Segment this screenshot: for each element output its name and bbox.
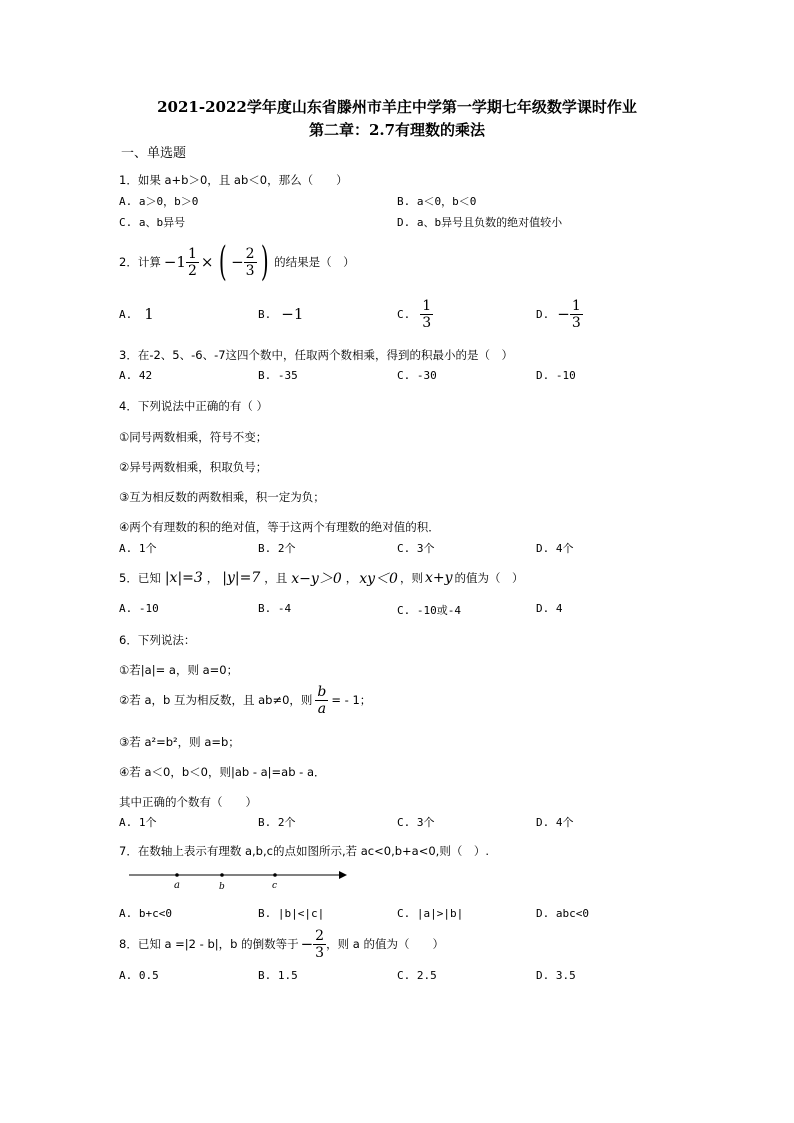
q5-prefix: 5．已知 bbox=[119, 571, 161, 585]
q2-option-b-value: −1 bbox=[281, 305, 304, 323]
q2-stem bbox=[119, 240, 355, 284]
q7-number-line bbox=[125, 864, 355, 892]
doc-title-line1: 2021-2022学年度山东省滕州市羊庄中学第一学期七年级数学课时作业 bbox=[157, 98, 637, 116]
q2-option-b[interactable] bbox=[258, 303, 303, 325]
q5-cond-diff: x−y＞0 bbox=[291, 571, 342, 587]
q7-option-a[interactable]: A. b+c<0 bbox=[119, 907, 172, 920]
q2-times: × bbox=[200, 253, 214, 271]
number-line-arrow bbox=[339, 871, 347, 879]
q7-option-b[interactable]: B. |b|<|c| bbox=[258, 907, 325, 920]
q5-cond-prod: xy＜0 bbox=[359, 571, 398, 587]
q2-option-d-den: 3 bbox=[571, 314, 581, 331]
q6-option-c[interactable]: C. 3个 bbox=[397, 816, 435, 829]
q6-fraction bbox=[315, 684, 328, 717]
q2-option-b-label: B. bbox=[258, 307, 272, 321]
q4-statement-4: ④两个有理数的积的绝对值，等于这两个有理数的绝对值的积． bbox=[119, 520, 440, 534]
q1-option-a[interactable]: A. a＞0，b＞0 bbox=[119, 195, 199, 208]
q6-statement-3: ③若 a²=b²，则 a=b； bbox=[119, 735, 240, 749]
q8-option-c[interactable]: C. 2.5 bbox=[397, 969, 437, 982]
q2-option-c-num: 1 bbox=[422, 297, 432, 314]
q4-option-b[interactable]: B. 2个 bbox=[258, 542, 296, 555]
q2-frac-num: 2 bbox=[245, 245, 255, 262]
q8-sign: − bbox=[300, 935, 314, 953]
q2-option-a-label: A. bbox=[119, 307, 133, 321]
q2-option-c[interactable] bbox=[397, 296, 433, 332]
point-a bbox=[175, 873, 179, 877]
q6-frac-den: a bbox=[317, 700, 327, 717]
q5-comma-2: ， bbox=[345, 571, 358, 585]
point-c bbox=[273, 873, 277, 877]
q5-mid: ，且 bbox=[264, 571, 288, 585]
q2-whole-den: 2 bbox=[187, 262, 197, 279]
q3-option-b[interactable]: B. -35 bbox=[258, 369, 298, 382]
q2-lead: −1 bbox=[163, 253, 186, 271]
q7-option-c[interactable]: C. |a|>|b| bbox=[397, 907, 464, 920]
q8-suffix: ，则 a 的值为（ ） bbox=[326, 937, 444, 951]
q4-option-d[interactable]: D. 4个 bbox=[536, 542, 574, 555]
q5-cond-x: |x|=3 bbox=[164, 570, 203, 586]
q2-frac-den: 3 bbox=[245, 262, 255, 279]
q2-option-d-num: 1 bbox=[571, 297, 581, 314]
q8-option-d[interactable]: D. 3.5 bbox=[536, 969, 576, 982]
q2-fraction bbox=[244, 246, 257, 279]
q4-stem: 4．下列说法中正确的有（ ） bbox=[119, 399, 268, 413]
q6-statement-4: ④若 a＜0，b＜0，则|ab - a|=ab - a． bbox=[119, 765, 326, 779]
q8-fraction bbox=[313, 928, 326, 961]
q3-option-a[interactable]: A. 42 bbox=[119, 369, 153, 382]
q6-statement-2-suffix: = - 1； bbox=[331, 693, 372, 707]
q2-neg: − bbox=[231, 253, 244, 271]
q5-mid2: ，则 bbox=[399, 571, 423, 585]
q6-option-d[interactable]: D. 4个 bbox=[536, 816, 574, 829]
q4-statement-1: ①同号两数相乘，符号不变； bbox=[119, 430, 268, 444]
q1-option-d[interactable]: D. a、b异号且负数的绝对值较小 bbox=[397, 216, 563, 229]
q2-option-d[interactable] bbox=[536, 296, 583, 332]
q5-stem bbox=[119, 568, 524, 588]
q7-option-d[interactable]: D. abc<0 bbox=[536, 907, 589, 920]
q2-option-d-label: D. bbox=[536, 307, 550, 321]
q5-cond-y: |y|=7 bbox=[222, 570, 261, 586]
q5-option-d[interactable]: D. 4 bbox=[536, 602, 563, 615]
q6-statement-2 bbox=[119, 682, 371, 718]
q5-comma-1: ， bbox=[206, 571, 219, 585]
q4-statement-3: ③互为相反数的两数相乘，积一定为负； bbox=[119, 490, 325, 504]
q2-option-a[interactable] bbox=[119, 303, 154, 325]
q7-stem: 7．在数轴上表示有理数 a,b,c的点如图所示,若 ac<0,b+a<0,则（ ）. bbox=[119, 844, 489, 858]
q8-prefix: 8．已知 a =|2 - b|，b 的倒数等于 bbox=[119, 937, 299, 951]
q4-option-a[interactable]: A. 1个 bbox=[119, 542, 157, 555]
q3-stem: 3．在-2、5、-6、-7这四个数中，任取两个数相乘，得到的积最小的是（ ） bbox=[119, 348, 514, 362]
q6-option-a[interactable]: A. 1个 bbox=[119, 816, 157, 829]
q2-left-paren: ( bbox=[219, 239, 228, 285]
q6-statement-1: ①若|a|= a，则 a=0； bbox=[119, 663, 239, 677]
q1-option-b[interactable]: B. a＜0，b＜0 bbox=[397, 195, 477, 208]
q5-option-c[interactable]: C. -10或-4 bbox=[397, 604, 461, 617]
q2-option-d-sign: − bbox=[557, 305, 570, 323]
q2-whole-num: 1 bbox=[187, 245, 197, 262]
q8-option-a[interactable]: A. 0.5 bbox=[119, 969, 159, 982]
q8-frac-den: 3 bbox=[315, 944, 325, 961]
q6-stem: 6．下列说法： bbox=[119, 633, 196, 647]
q5-expr-sum: x+y bbox=[424, 570, 453, 586]
q6-frac-num: b bbox=[317, 683, 327, 700]
q6-statement-2-prefix: ②若 a，b 互为相反数，且 ab≠0，则 bbox=[119, 693, 313, 707]
q3-option-d[interactable]: D. -10 bbox=[536, 369, 576, 382]
q1-stem: 1．如果 a+b＞0，且 ab＜0，那么（ ） bbox=[119, 173, 348, 187]
q5-option-b[interactable]: B. -4 bbox=[258, 602, 292, 615]
q2-option-a-value: 1 bbox=[144, 305, 154, 323]
q4-option-c[interactable]: C. 3个 bbox=[397, 542, 435, 555]
label-c: c bbox=[272, 881, 278, 891]
q2-option-c-label: C. bbox=[397, 307, 411, 321]
q5-option-a[interactable]: A. -10 bbox=[119, 602, 159, 615]
q2-prefix: 2．计算 bbox=[119, 255, 161, 269]
q3-option-c[interactable]: C. -30 bbox=[397, 369, 437, 382]
q2-mixed-fraction bbox=[186, 246, 199, 279]
q8-stem bbox=[119, 926, 444, 962]
label-b: b bbox=[219, 882, 225, 892]
label-a: a bbox=[174, 880, 180, 891]
q4-statement-2: ②异号两数相乘，积取负号； bbox=[119, 460, 268, 474]
q2-option-c-den: 3 bbox=[422, 314, 432, 331]
q8-frac-num: 2 bbox=[315, 927, 325, 944]
section-heading: 一、单选题 bbox=[121, 146, 187, 161]
q2-suffix: 的结果是（ ） bbox=[274, 255, 355, 269]
q5-suffix: 的值为（ ） bbox=[454, 571, 524, 585]
q1-option-c[interactable]: C. a、b异号 bbox=[119, 216, 186, 229]
doc-title-line2: 第二章：2.7有理数的乘法 bbox=[308, 121, 486, 139]
q6-option-b[interactable]: B. 2个 bbox=[258, 816, 296, 829]
q8-option-b[interactable]: B. 1.5 bbox=[258, 969, 298, 982]
q2-option-c-fraction bbox=[420, 298, 433, 331]
point-b bbox=[220, 873, 224, 877]
q2-right-paren: ) bbox=[260, 239, 269, 285]
q2-option-d-fraction bbox=[570, 298, 583, 331]
q6-ask: 其中正确的个数有（ ） bbox=[119, 795, 257, 809]
